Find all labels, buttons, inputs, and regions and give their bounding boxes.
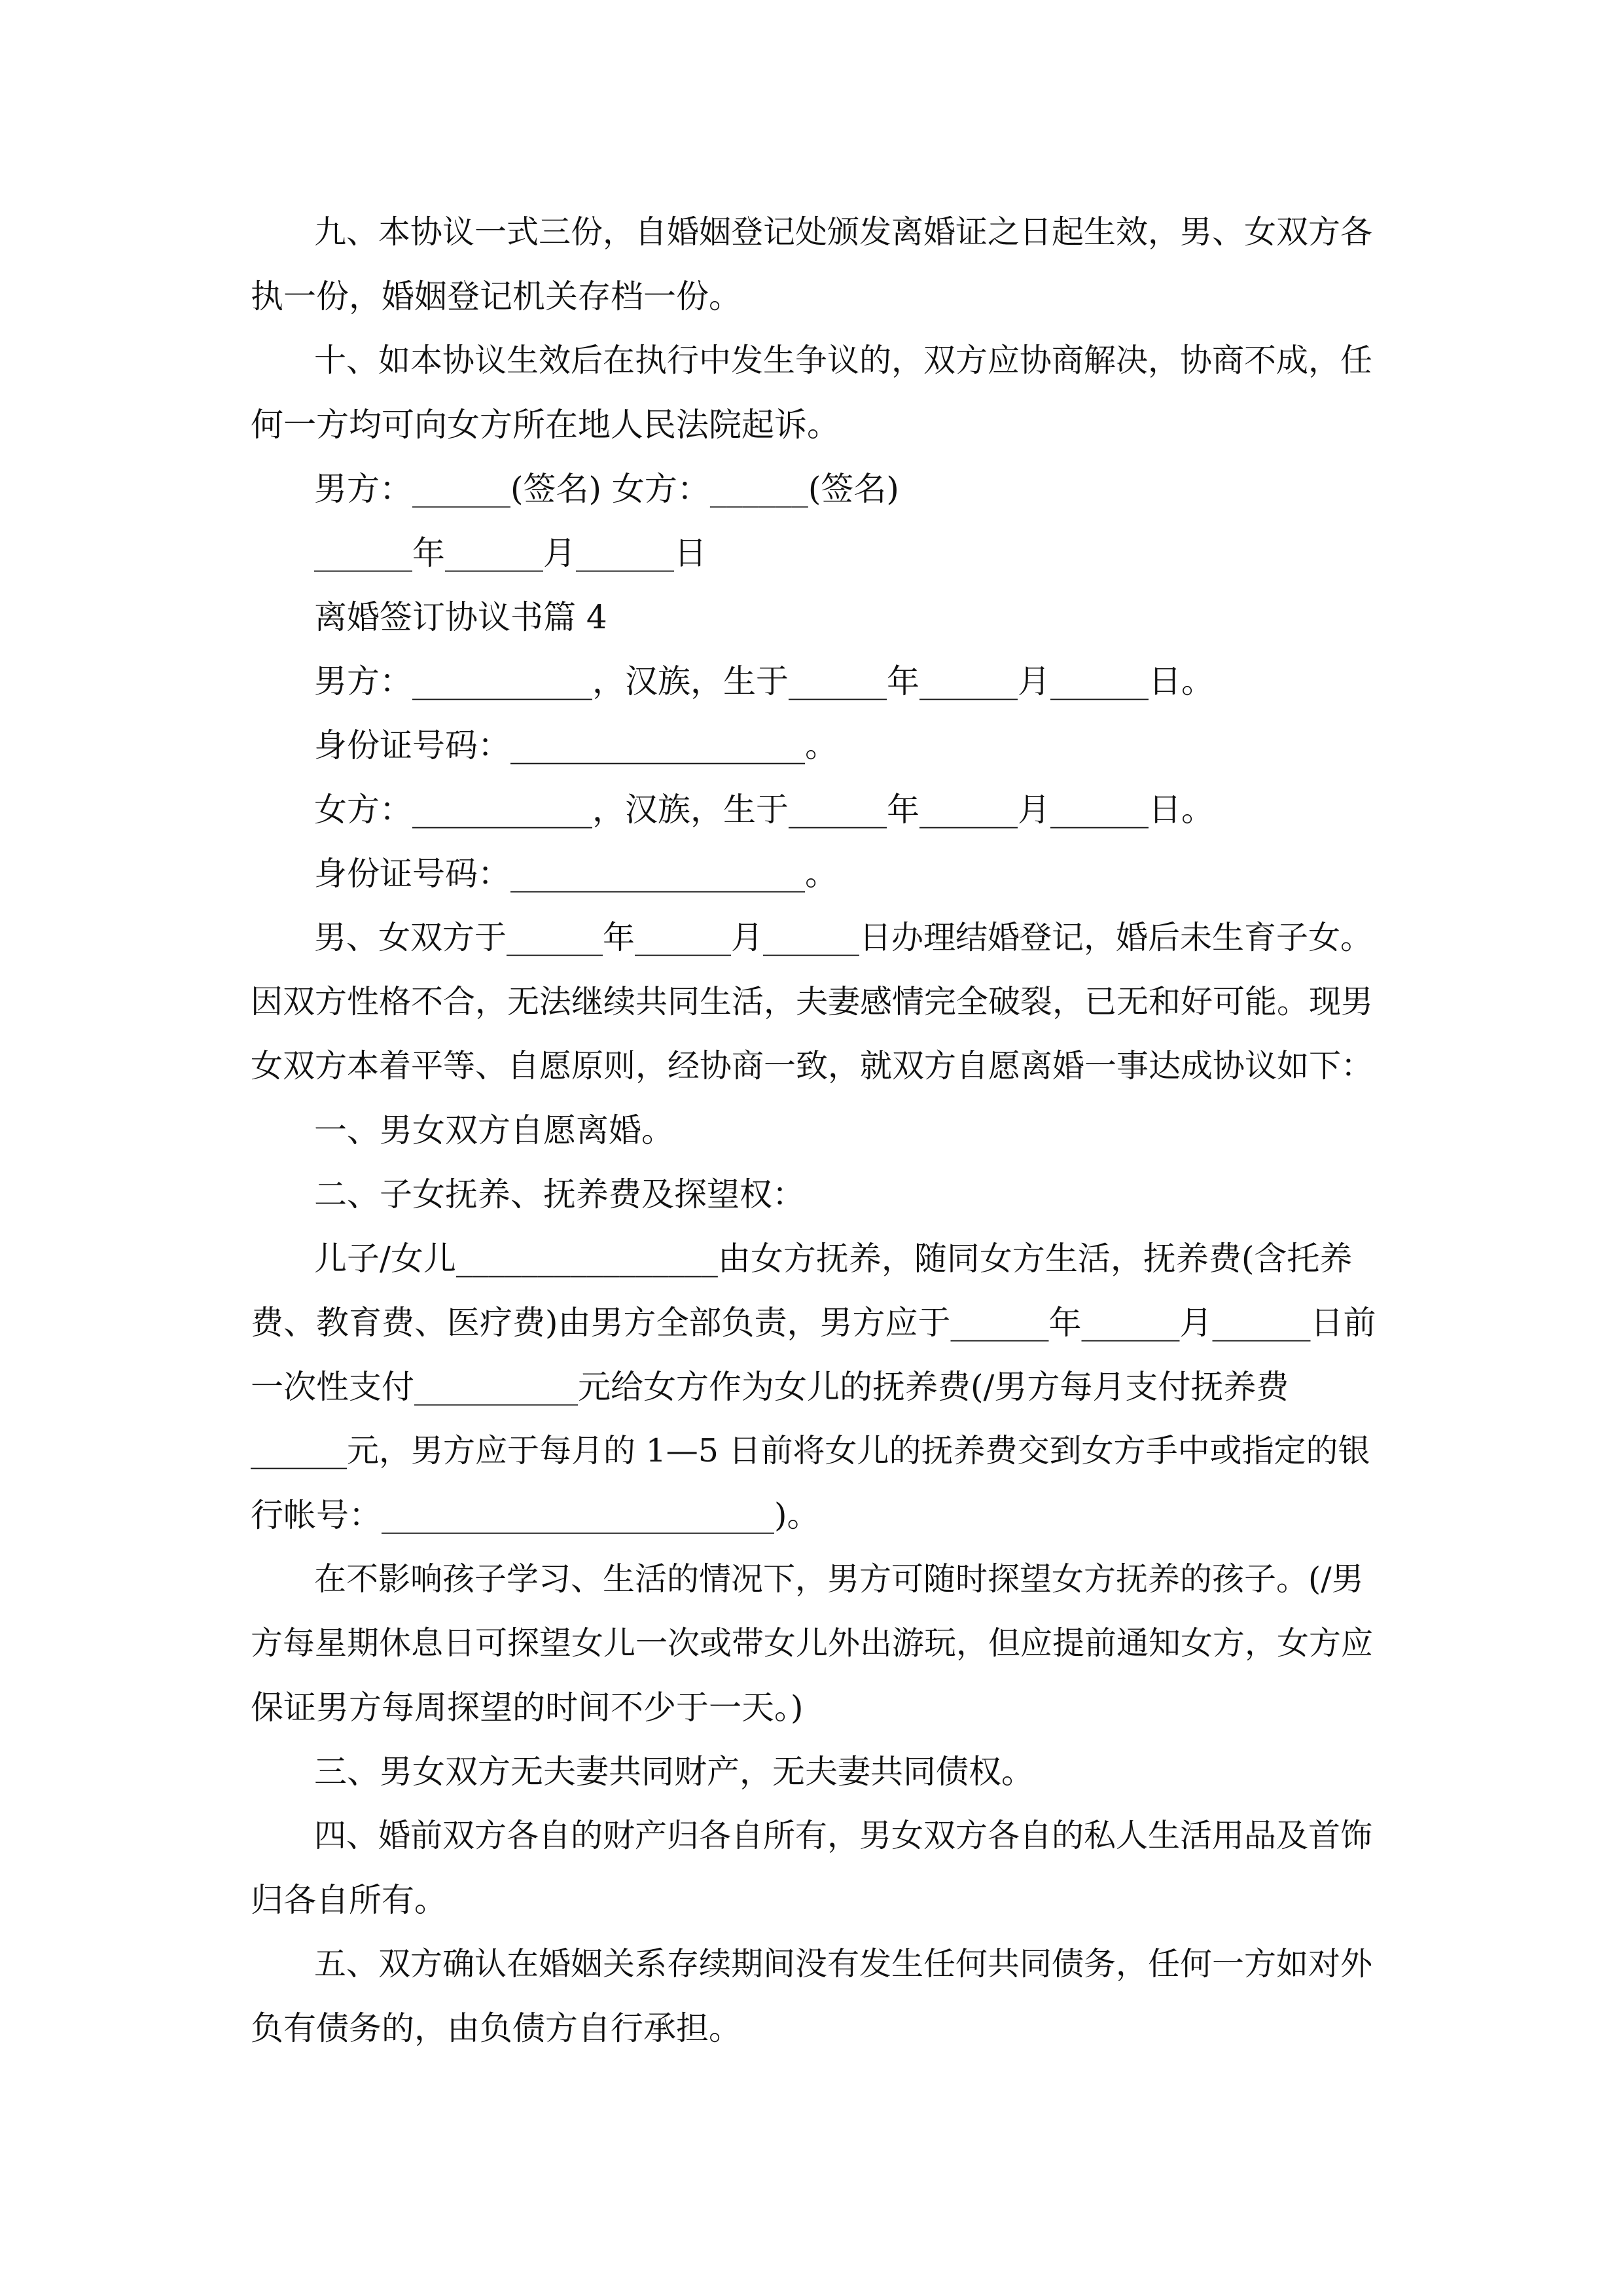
text-line: 十、如本协议生效后在执行中发生争议的，双方应协商解决，协商不成，任 xyxy=(314,342,1373,379)
text-line: 身份证号码：__________________。 xyxy=(314,855,838,893)
text-line: 身份证号码：__________________。 xyxy=(314,726,838,764)
text-line: 费、教育费、医疗费)由男方全部负责，男方应于______年______月______日前 xyxy=(251,1304,1376,1342)
text-line: 因双方性格不合，无法继续共同生活，夫妻感情完全破裂，已无和好可能。现男 xyxy=(251,983,1374,1020)
text-line: 女方：___________，汉族，生于______年______月______日。 xyxy=(314,791,1214,829)
text-line: 归各自所有。 xyxy=(251,1881,447,1919)
text-line: 儿子/女儿________________由女方抚养，随同女方生活，抚养费(含托养 xyxy=(314,1240,1353,1278)
text-line: 男方：___________，汉族，生于______年______月______日。 xyxy=(314,662,1214,700)
text-line: 九、本协议一式三份，自婚姻登记处颁发离婚证之日起生效，男、女双方各 xyxy=(314,213,1373,251)
text-line: 离婚签订协议书篇 4 xyxy=(314,598,607,636)
text-line: 女双方本着平等、自愿原则，经协商一致，就双方自愿离婚一事达成协议如下： xyxy=(251,1047,1374,1085)
text-line: 何一方均可向女方所在地人民法院起诉。 xyxy=(251,406,840,444)
text-line: 一、男女双方自愿离婚。 xyxy=(314,1111,674,1149)
text-line: 二、子女抚养、抚养费及探望权： xyxy=(314,1175,805,1213)
text-line: 行帐号：________________________)。 xyxy=(251,1496,820,1534)
text-line: ______元，男方应于每月的 1—5 日前将女儿的抚养费交到女方手中或指定的银 xyxy=(251,1432,1370,1469)
text-line: 五、双方确认在婚姻关系存续期间没有发生任何共同债务，任何一方如对外 xyxy=(314,1945,1373,1982)
text-line: 负有债务的，由负债方自行承担。 xyxy=(251,2009,741,2047)
text-line: 男方：______(签名) 女方：______(签名) xyxy=(314,470,899,508)
text-line: 执一份，婚姻登记机关存档一份。 xyxy=(251,278,741,315)
text-line: 四、婚前双方各自的财产归各自所有，男女双方各自的私人生活用品及首饰 xyxy=(314,1817,1373,1854)
text-line: 在不影响孩子学习、生活的情况下，男方可随时探望女方抚养的孩子。(/男 xyxy=(314,1560,1364,1598)
text-line: 三、男女双方无夫妻共同财产，无夫妻共同债权。 xyxy=(314,1753,1034,1791)
text-line: 男、女双方于______年______月______日办理结婚登记，婚后未生育子女。 xyxy=(314,919,1373,956)
text-line: 保证男方每周探望的时间不少于一天。) xyxy=(251,1689,804,1727)
text-line: 方每星期休息日可探望女儿一次或带女儿外出游玩，但应提前通知女方，女方应 xyxy=(251,1624,1374,1662)
text-line: ______年______月______日 xyxy=(314,534,707,572)
text-line: 一次性支付__________元给女方作为女儿的抚养费(/男方每月支付抚养费 xyxy=(251,1368,1289,1406)
